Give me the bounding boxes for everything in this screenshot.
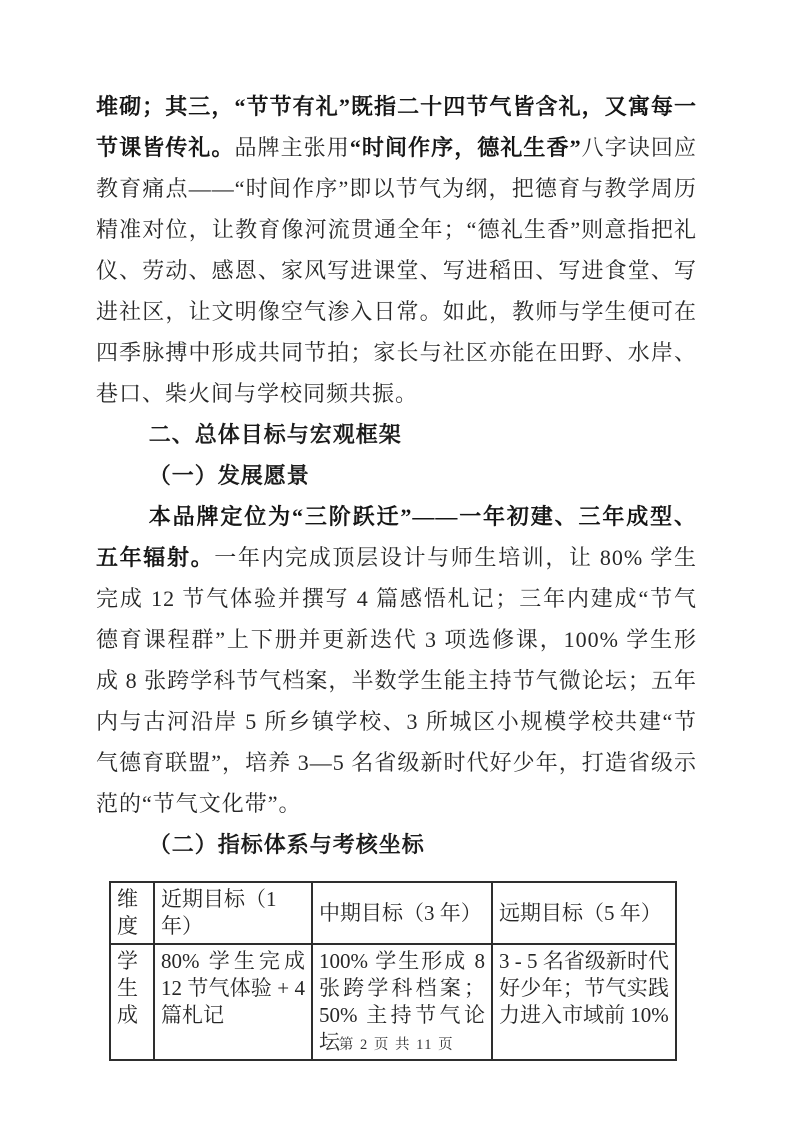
table-header-row bbox=[110, 882, 676, 944]
body-paragraph-2 bbox=[96, 496, 697, 824]
body-text-segment: 品牌主张用 bbox=[234, 135, 350, 160]
table-cell-dimension: 学生成 bbox=[110, 944, 154, 1060]
bold-text-segment: 堆砌；其三，“节节有礼”既指二十四节气皆含礼，又寓每一节课皆传礼。 bbox=[96, 94, 697, 160]
subsection-heading-vision: （一）发展愿景 bbox=[148, 463, 310, 488]
table-cell-near-term: 80% 学生完成 12 节气体验 + 4 篇札记 bbox=[154, 944, 312, 1060]
body-text-segment: 一年内完成顶层设计与师生培训，让 80% 学生完成 12 节气体验并撰写 4 篇感悟札记；三年内建成“节气德育课程群”上下册并更新迭代 3 项选修课，100% 学生形成 8 张跨学科节气档案，半数学生能主持节气微论坛；五年内与古河沿岸 5 所乡镇学校、3 所城区小规模学校共建“节气德育联盟”，培养 3—5 名省级新时代好少年，打造省级示范的“节气文化带”。 bbox=[96, 545, 697, 816]
table-header-long-term: 远期目标（5 年） bbox=[492, 882, 676, 944]
table-header-dimension: 维度 bbox=[110, 882, 154, 944]
bold-text-segment: “时间作序，德礼生香” bbox=[349, 135, 582, 160]
table-header-mid-term: 中期目标（3 年） bbox=[312, 882, 492, 944]
bold-text-segment: 本品牌定位为“三阶跃迁”——一年初建、三年成型、五年辐射。 bbox=[96, 504, 697, 570]
body-paragraph-1 bbox=[96, 86, 697, 414]
body-text-segment: 八字诀回应教育痛点——“时间作序”即以节气为纲，把德育与教学周历精准对位，让教育像河流贯通全年；“德礼生香”则意指把礼仪、劳动、感恩、家风写进课堂、写进稻田、写进食堂、写进社区，让文明像空气渗入日常。如此，教师与学生便可在四季脉搏中形成共同节拍；家长与社区亦能在田野、水岸、巷口、柴火间与学校同频共振。 bbox=[96, 135, 697, 406]
table-cell-mid-term: 100% 学生形成 8 张跨学科档案；50% 主持节气论坛 bbox=[312, 944, 492, 1060]
table-cell-long-term: 3 - 5 名省级新时代好少年；节气实践力进入市域前 10% bbox=[492, 944, 676, 1060]
subsection-heading-indicators: （二）指标体系与考核坐标 bbox=[148, 832, 425, 857]
page-footer: 第 2 页 共 11 页 bbox=[338, 1037, 455, 1053]
section-heading: 二、总体目标与宏观框架 bbox=[148, 422, 402, 447]
table-header-near-term: 近期目标（1 年） bbox=[154, 882, 312, 944]
